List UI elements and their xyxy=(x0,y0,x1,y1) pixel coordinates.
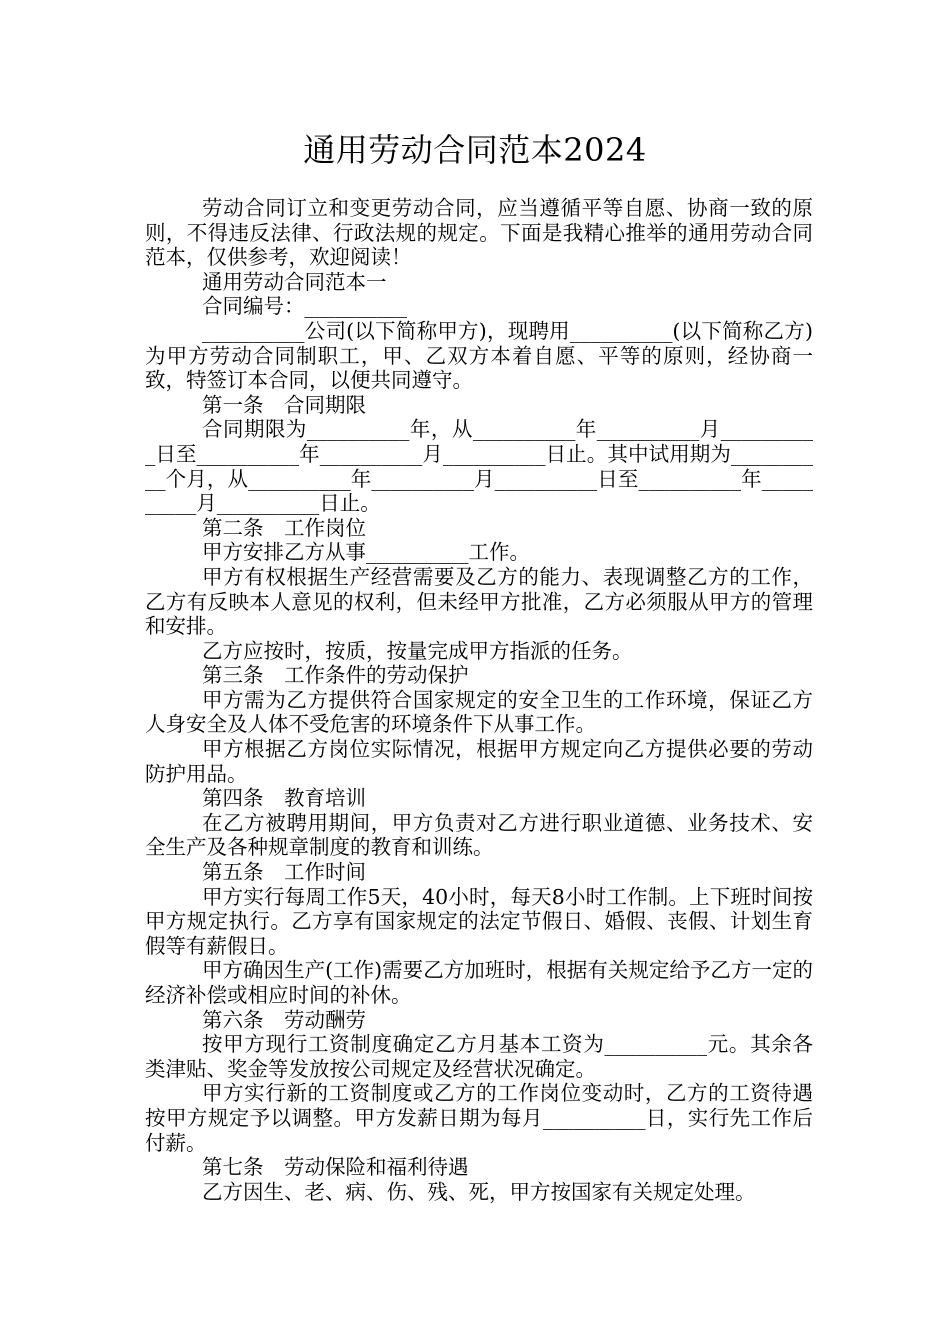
paragraph: 甲方实行每周工作5天，40小时，每天8小时工作制。上下班时间按甲方规定执行。乙方享有国家规定的法定节假日、婚假、丧假、计划生育假等有薪假日。 xyxy=(145,884,813,958)
section-heading: 通用劳动合同范本一 xyxy=(202,269,387,294)
paragraph: 甲方实行新的工资制度或乙方的工作岗位变动时，乙方的工资待遇按甲方规定予以调整。甲方发薪日期为每月__________日，实行先工作后付薪。 xyxy=(145,1081,813,1155)
article-heading: 第三条 工作条件的劳动保护 xyxy=(202,663,469,688)
parties-paragraph: __________公司(以下简称甲方)，现聘用__________(以下简称乙方)为甲方劳动合同制职工，甲、乙双方本着自愿、平等的原则，经协商一致，特签订本合同，以便共同遵守。 xyxy=(145,318,813,393)
paragraph: 按甲方现行工资制度确定乙方月基本工资为__________元。其余各类津贴、奖金等发放按公司规定及经营状况确定。 xyxy=(145,1032,813,1081)
paragraph: 甲方安排乙方从事__________工作。 xyxy=(202,540,530,565)
document-title: 通用劳动合同范本2024 xyxy=(303,131,647,169)
paragraph: 甲方需为乙方提供符合国家规定的安全卫生的工作环境，保证乙方人身安全及人体不受危害的环境条件下从事工作。 xyxy=(145,687,813,737)
paragraph: 在乙方被聘用期间，甲方负责对乙方进行职业道德、业务技术、安全生产及各种规章制度的教育和训练。 xyxy=(145,810,813,860)
article-heading: 第二条 工作岗位 xyxy=(202,515,366,540)
document-body xyxy=(145,196,813,1204)
article-heading: 第五条 工作时间 xyxy=(202,860,366,885)
paragraph: 甲方根据乙方岗位实际情况，根据甲方规定向乙方提供必要的劳动防护用品。 xyxy=(145,737,813,786)
paragraph: 甲方确因生产(工作)需要乙方加班时，根据有关规定给予乙方一定的经济补偿或相应时间的补休。 xyxy=(145,958,813,1007)
article-heading: 第六条 劳动酬劳 xyxy=(202,1007,366,1032)
article-heading: 第四条 教育培训 xyxy=(202,786,366,811)
paragraph: 乙方因生、老、病、伤、残、死，甲方按国家有关规定处理。 xyxy=(202,1179,756,1204)
article-heading: 第七条 劳动保险和福利待遇 xyxy=(202,1155,469,1180)
contract-number-line: 合同编号：__________ xyxy=(202,294,407,319)
paragraph: 乙方应按时，按质，按量完成甲方指派的任务。 xyxy=(202,638,633,663)
paragraph: 甲方有权根据生产经营需要及乙方的能力、表现调整乙方的工作，乙方有反映本人意见的权利，但未经甲方批准，乙方必须服从甲方的管理和安排。 xyxy=(145,564,813,639)
article-heading: 第一条 合同期限 xyxy=(202,392,366,417)
intro-paragraph: 劳动合同订立和变更劳动合同，应当遵循平等自愿、协商一致的原则，不得违反法律、行政法规的规定。下面是我精心推举的通用劳动合同范本，仅供参考，欢迎阅读！ xyxy=(145,196,813,270)
paragraph: 合同期限为__________年，从__________年__________月__________日至__________年__________月__________日止。其中试用期为__________个月，从__________年__________月__________日至__________年__________月__________日止。 xyxy=(145,417,813,516)
